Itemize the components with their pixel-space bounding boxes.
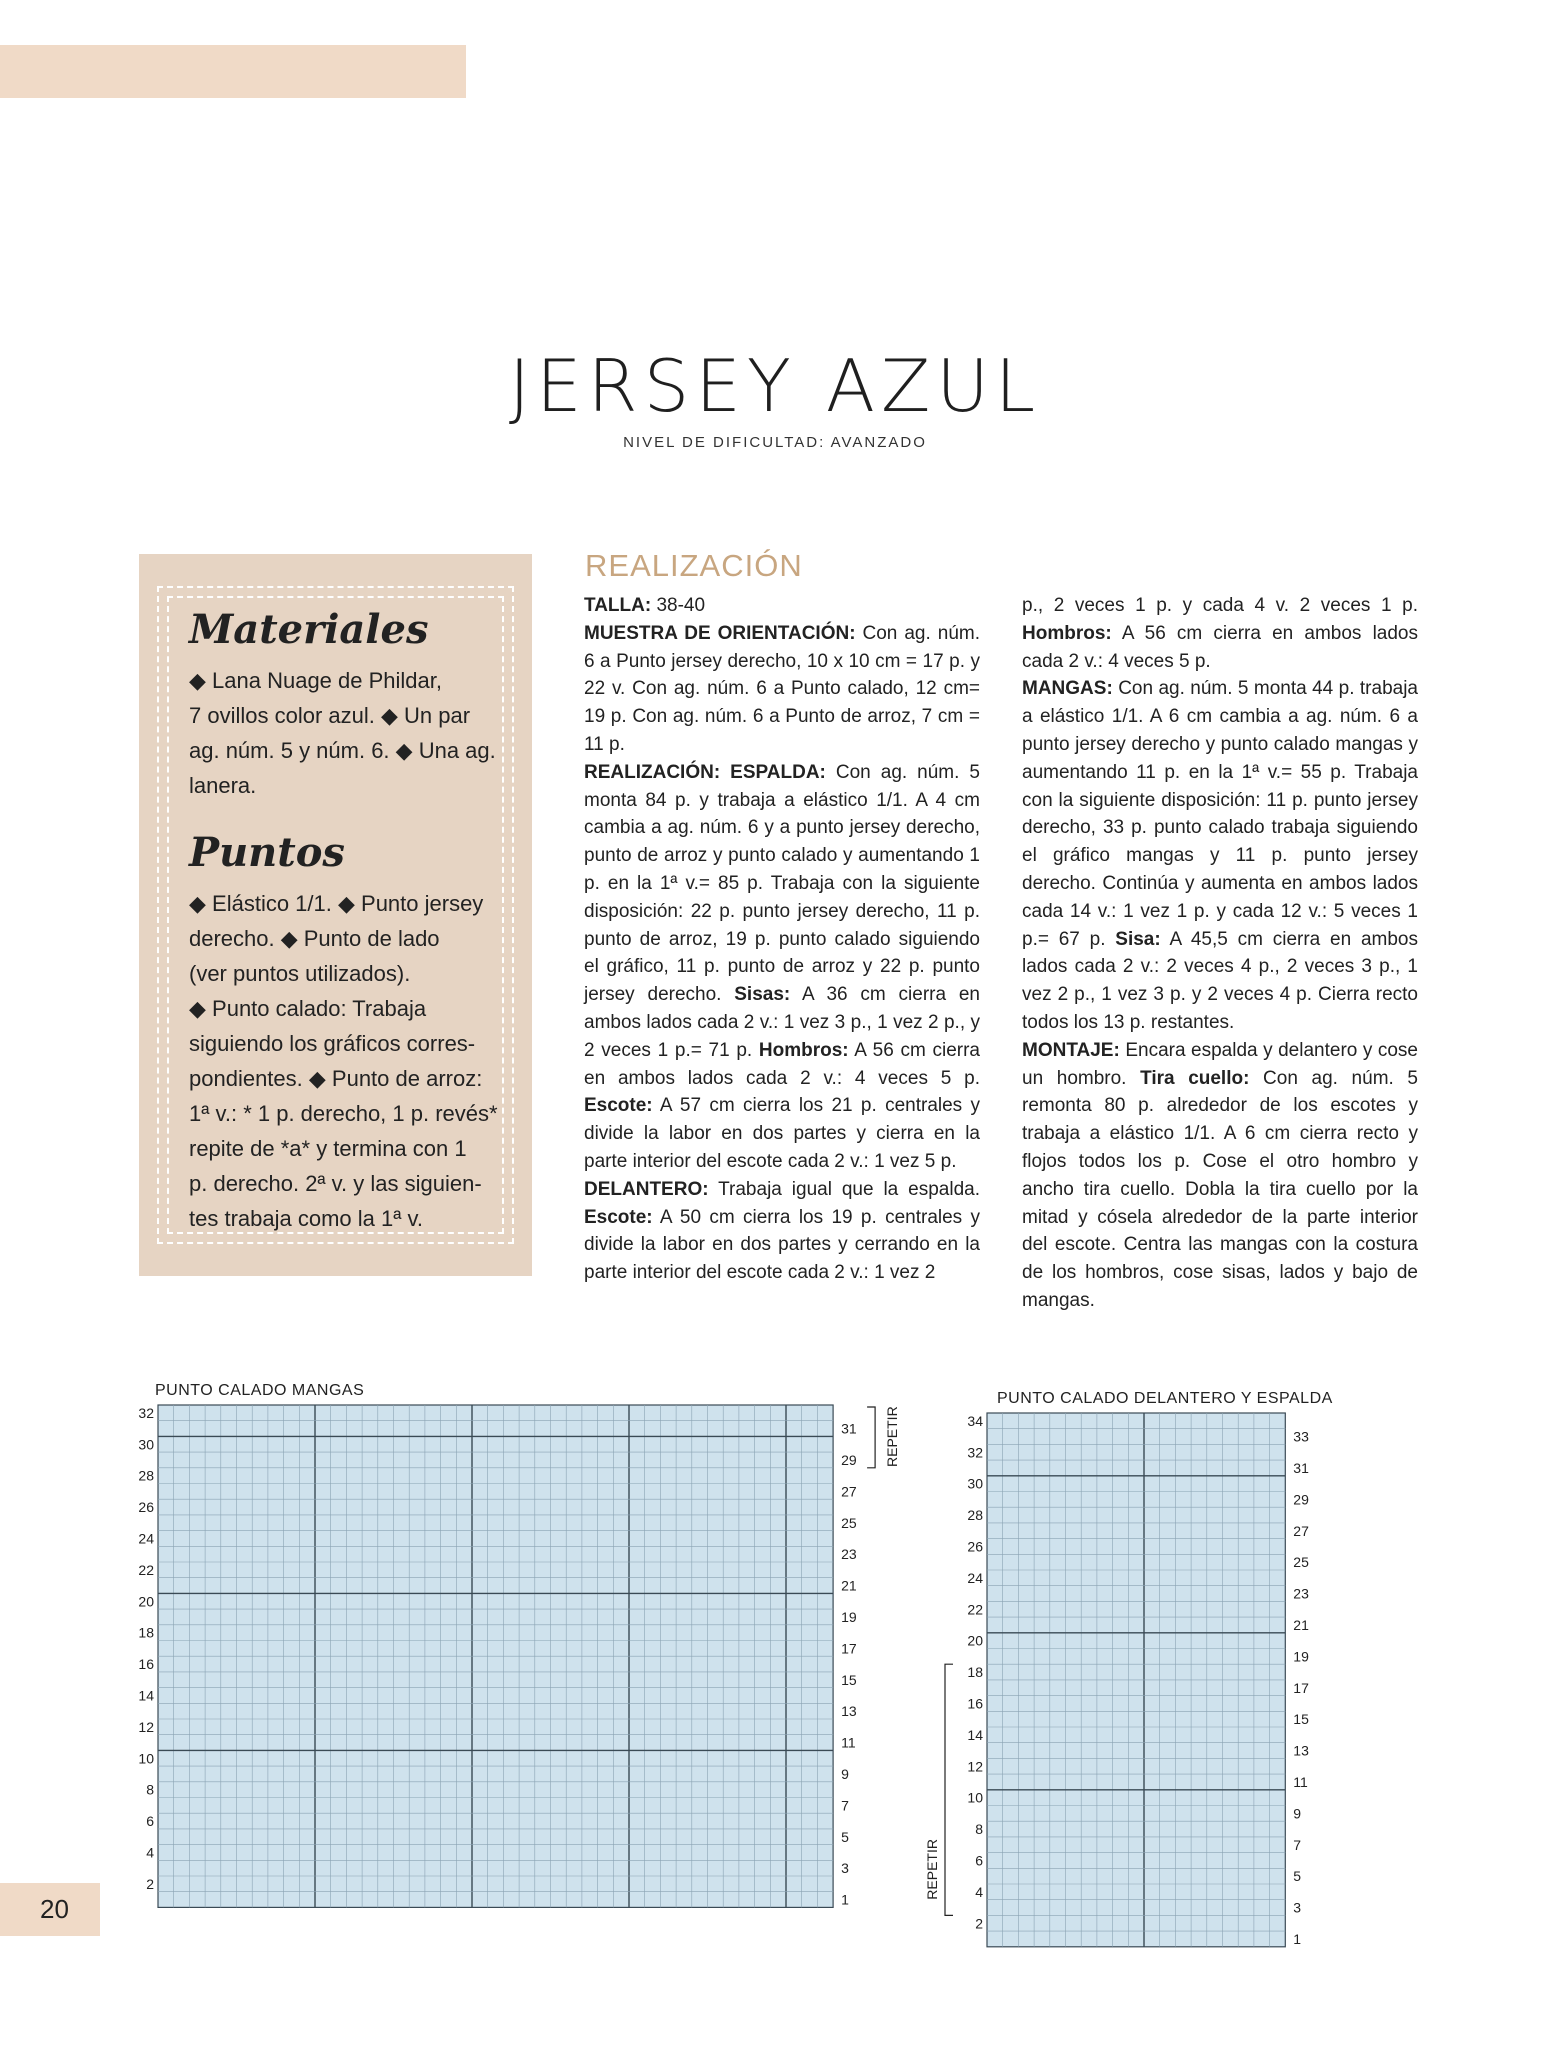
instruction-text: Con ag. núm. 6 a Punto jersey derecho, 10 x 10 cm = 17 p. y 22 v. Con ag. núm. 6 a Punto calado, 12 cm= 19 p. Con ag. núm. 6 a Punto de arroz, 7 cm = 11 p. xyxy=(584,622,981,755)
row-number-right: 31 xyxy=(841,1420,857,1437)
row-number-right: 15 xyxy=(841,1671,857,1688)
stitches-line: 1ª v.: * 1 p. derecho, 1 p. revés* xyxy=(189,1101,498,1126)
instruction-paragraph xyxy=(584,1176,980,1287)
row-number-left: 26 xyxy=(138,1499,154,1516)
section-title: REALIZACIÓN xyxy=(585,548,803,583)
materials-line: ag. núm. 5 y núm. 6. ◆ Una ag. xyxy=(189,738,496,763)
top-color-band xyxy=(0,45,466,98)
row-number-right: 19 xyxy=(1293,1648,1309,1665)
stitches-line: repite de *a* y termina con 1 xyxy=(189,1136,467,1161)
instruction-text: Trabaja igual que la espalda. xyxy=(708,1178,980,1200)
repeat-label: REPETIR xyxy=(924,1839,940,1900)
stitches-line: ◆ Elástico 1/1. ◆ Punto jersey xyxy=(189,891,484,916)
row-number-left: 16 xyxy=(138,1656,154,1673)
instruction-paragraph xyxy=(584,592,980,620)
instruction-paragraph xyxy=(1022,1037,1418,1315)
instruction-heading: MUESTRA DE ORIENTACIÓN: xyxy=(584,622,856,644)
row-number-left: 2 xyxy=(975,1915,983,1932)
instruction-paragraph xyxy=(584,759,980,1176)
row-number-right: 11 xyxy=(841,1734,856,1751)
row-number-right: 25 xyxy=(1293,1554,1309,1571)
instruction-text: A 57 cm cierra los 21 p. centrales y divide la labor en dos partes y cierra en la parte interior del escote cada 2 v.: 1 vez 5 p. xyxy=(584,1095,980,1172)
stitches-line: derecho. ◆ Punto de lado xyxy=(189,926,440,951)
materials-box xyxy=(139,554,532,1276)
row-number-left: 26 xyxy=(967,1538,983,1555)
repeat-bracket xyxy=(867,1407,875,1468)
instruction-text: A 50 cm cierra los 19 p. centrales y divide la labor en dos partes y cerrando en la parte interior del escote cada 2 v.: 1 vez 2 xyxy=(584,1206,980,1284)
row-number-right: 29 xyxy=(1293,1491,1309,1508)
instruction-paragraph xyxy=(1022,675,1418,1036)
repeat-bracket xyxy=(945,1664,953,1915)
row-number-left: 6 xyxy=(146,1813,154,1830)
row-number-right: 27 xyxy=(841,1483,857,1500)
row-number-left: 8 xyxy=(975,1821,983,1838)
row-number-right: 5 xyxy=(841,1828,849,1845)
instruction-heading: REALIZACIÓN: ESPALDA: xyxy=(584,761,826,783)
row-number-right: 3 xyxy=(841,1860,849,1877)
row-number-right: 23 xyxy=(1293,1585,1309,1602)
row-number-left: 14 xyxy=(138,1687,154,1704)
row-number-left: 12 xyxy=(138,1718,154,1735)
row-number-left: 28 xyxy=(138,1467,154,1484)
row-number-right: 1 xyxy=(1293,1930,1302,1947)
stitches-line: (ver puntos utilizados). xyxy=(189,961,411,986)
stitches-list xyxy=(189,886,509,1236)
instruction-heading: DELANTERO: xyxy=(584,1178,709,1200)
materials-line: ◆ Lana Nuage de Phildar, xyxy=(189,668,442,693)
row-number-right: 13 xyxy=(1293,1742,1309,1759)
row-number-right: 25 xyxy=(841,1514,857,1531)
instruction-text: Con ag. núm. 5 monta 84 p. y trabaja a elástico 1/1. A 4 cm cambia a ag. núm. 6 y a punto jersey derecho, punto de arroz y punto calado y aumentando 1 p. en la 1ª v.= 85 p. Trabaja con la siguiente disposición: 22 p. punto jersey derecho, 11 p. punto de arroz, 19 p. punto calado siguiendo el gráfico, 11 p. punto de arroz y 22 p. punto jersey derecho. xyxy=(584,761,980,1006)
title-block xyxy=(0,344,1550,451)
row-number-right: 1 xyxy=(841,1891,849,1908)
row-number-right: 13 xyxy=(841,1703,857,1720)
row-number-left: 24 xyxy=(138,1530,154,1547)
row-number-left: 34 xyxy=(967,1412,983,1429)
instructions-column-2 xyxy=(1022,592,1418,1315)
row-number-left: 4 xyxy=(975,1883,983,1900)
instruction-text: A 45,5 cm cierra en ambos lados cada 2 v.: 2 veces 4 p., 2 veces 3 p., 1 vez 2 p., 1 vez 3 p. y 2 veces 4 p. Cierra recto todos los 13 p. restantes. xyxy=(1022,928,1418,1033)
row-number-left: 14 xyxy=(967,1726,983,1743)
row-number-right: 21 xyxy=(1293,1616,1309,1633)
instruction-heading: Hombros: xyxy=(752,1039,849,1061)
instructions-column-1 xyxy=(584,592,980,1287)
instruction-heading: Sisa: xyxy=(1105,928,1161,950)
page-title: JERSEY AZUL xyxy=(508,344,1042,428)
row-number-left: 30 xyxy=(138,1436,154,1453)
row-number-right: 33 xyxy=(1293,1428,1309,1445)
row-number-left: 30 xyxy=(967,1475,983,1492)
instruction-heading: Tira cuello: xyxy=(1126,1067,1250,1089)
row-number-left: 24 xyxy=(967,1569,983,1586)
repeat-label: REPETIR xyxy=(884,1406,901,1467)
row-number-left: 10 xyxy=(138,1750,154,1767)
row-number-left: 28 xyxy=(967,1507,983,1524)
row-number-right: 9 xyxy=(841,1765,849,1782)
stitches-line: p. derecho. 2ª v. y las siguien- xyxy=(189,1171,482,1196)
stitches-line: pondientes. ◆ Punto de arroz: xyxy=(189,1066,483,1091)
instruction-paragraph xyxy=(1022,592,1418,675)
row-number-left: 2 xyxy=(146,1875,154,1892)
chart-left-title: PUNTO CALADO MANGAS xyxy=(155,1382,365,1399)
row-number-right: 15 xyxy=(1293,1711,1309,1728)
row-number-left: 20 xyxy=(967,1632,983,1649)
instruction-text: 38-40 xyxy=(651,595,706,616)
materials-heading: Materiales xyxy=(189,606,429,653)
row-number-left: 6 xyxy=(975,1852,983,1869)
stitches-line: ◆ Punto calado: Trabaja xyxy=(189,996,427,1021)
row-number-right: 23 xyxy=(841,1546,857,1563)
chart-left xyxy=(130,1404,901,1925)
instruction-heading: Escote: xyxy=(584,1095,653,1117)
materials-line: lanera. xyxy=(189,773,257,798)
stitches-line: siguiendo los gráficos corres- xyxy=(189,1031,476,1056)
row-number-right: 17 xyxy=(841,1640,857,1657)
row-number-left: 22 xyxy=(138,1561,154,1578)
chart-right xyxy=(925,1413,1395,1973)
row-number-right: 19 xyxy=(841,1608,857,1625)
row-number-right: 3 xyxy=(1293,1899,1302,1916)
instruction-text: Con ag. núm. 5 remonta 80 p. alrededor de los escotes y trabaja a elástico 1/1. A 6 cm cierra recto y flojos todos los p. Cose el otro hombro y ancho tira cuello. Dobla la tira cuello por la mitad y cósela alrededor de la parte interior del escote. Centra las mangas con la costura de los hombros, cose sisas, lados y bajo de mangas. xyxy=(1022,1067,1418,1311)
row-number-left: 18 xyxy=(138,1624,154,1641)
row-number-right: 7 xyxy=(841,1797,849,1814)
row-number-right: 11 xyxy=(1293,1773,1308,1790)
instruction-heading: Sisas: xyxy=(721,984,791,1006)
instruction-heading: MONTAJE: xyxy=(1022,1039,1120,1061)
row-number-left: 16 xyxy=(967,1695,983,1712)
page-number: 20 xyxy=(40,1894,69,1924)
row-number-left: 10 xyxy=(967,1789,983,1806)
row-number-right: 7 xyxy=(1293,1836,1302,1853)
instruction-text: A 36 cm cierra en ambos lados cada 2 v.: 1 vez 3 p., 1 vez 2 p., y 2 veces 1 p.= 71 p. xyxy=(584,984,980,1061)
stitches-line: tes trabaja como la 1ª v. xyxy=(189,1206,423,1231)
stitches-heading: Puntos xyxy=(189,829,345,876)
row-number-right: 17 xyxy=(1293,1679,1309,1696)
instruction-text: A 56 cm cierra en ambos lados cada 2 v.: 4 veces 5 p. xyxy=(584,1039,980,1089)
instruction-text: A 56 cm cierra en ambos lados cada 2 v.: 4 veces 5 p. xyxy=(1022,622,1418,672)
row-number-right: 5 xyxy=(1293,1868,1302,1885)
row-number-left: 18 xyxy=(967,1664,983,1681)
row-number-right: 9 xyxy=(1293,1805,1302,1822)
row-number-left: 20 xyxy=(138,1593,154,1610)
instruction-heading: TALLA: xyxy=(584,595,652,616)
instruction-heading: MANGAS: xyxy=(1022,678,1113,700)
chart-right-title: PUNTO CALADO DELANTERO Y ESPALDA xyxy=(997,1390,1333,1407)
row-number-left: 4 xyxy=(146,1844,154,1861)
row-number-left: 32 xyxy=(138,1404,154,1421)
row-number-right: 31 xyxy=(1293,1459,1309,1476)
materials-list xyxy=(189,663,509,803)
instruction-text: p., 2 veces 1 p. y cada 4 v. 2 veces 1 p. xyxy=(1022,595,1418,616)
difficulty-subtitle: NIVEL DE DIFICULTAD: AVANZADO xyxy=(623,434,927,451)
instruction-heading: Hombros: xyxy=(1022,622,1112,644)
instruction-heading: Escote: xyxy=(584,1206,653,1228)
row-number-right: 27 xyxy=(1293,1522,1309,1539)
instruction-paragraph xyxy=(584,620,980,759)
row-number-left: 12 xyxy=(967,1758,983,1775)
instruction-text: Encara espalda y delantero y cose un hombro. xyxy=(1022,1039,1418,1089)
row-number-left: 32 xyxy=(967,1444,983,1461)
row-number-right: 29 xyxy=(841,1451,857,1468)
row-number-left: 8 xyxy=(146,1781,154,1798)
instruction-text: Con ag. núm. 5 monta 44 p. trabaja a elástico 1/1. A 6 cm cambia a ag. núm. 6 a punto jersey derecho y punto calado mangas y aumentando 11 p. en la 1ª v.= 55 p. Trabaja con la siguiente disposición: 11 p. punto jersey derecho, 33 p. punto calado trabaja siguiendo el gráfico mangas y 11 p. punto jersey derecho. Continúa y aumenta en ambos lados cada 14 v.: 1 vez 1 p. y cada 12 v.: 5 veces 1 p.= 67 p. xyxy=(1022,678,1418,950)
materials-line: 7 ovillos color azul. ◆ Un par xyxy=(189,703,471,728)
row-number-left: 22 xyxy=(967,1601,983,1618)
row-number-right: 21 xyxy=(841,1577,857,1594)
